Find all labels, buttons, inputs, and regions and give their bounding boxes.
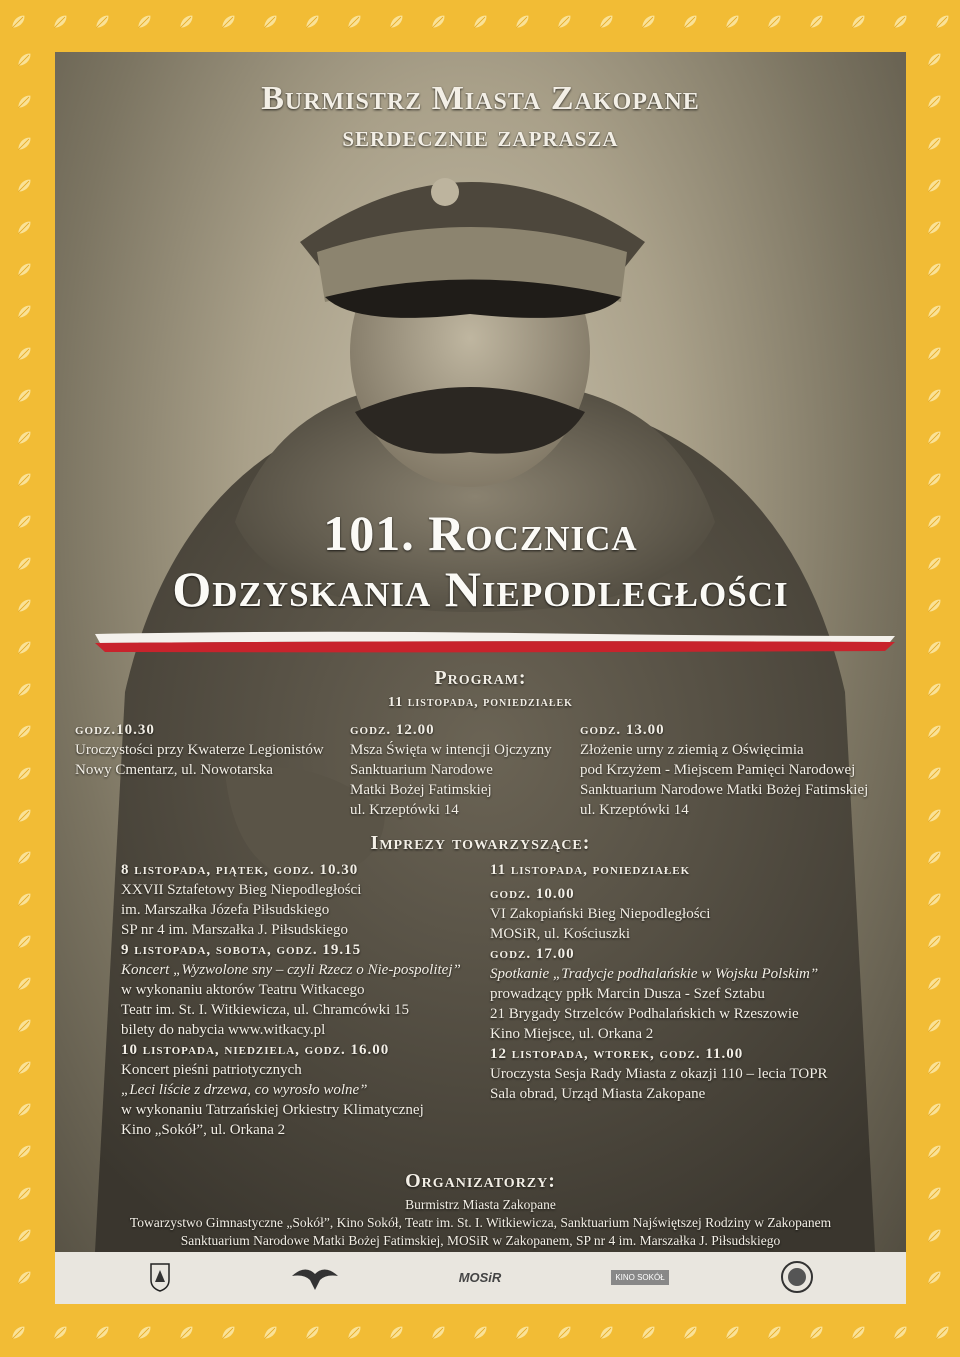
event-time: godz. 17.00: [490, 946, 575, 962]
leaf-ornament: [926, 933, 943, 950]
header-line-1: Burmistrz Miasta Zakopane: [261, 80, 700, 117]
side-events-right-column: [490, 860, 890, 1104]
leaf-ornament: [892, 13, 909, 30]
leaf-ornament: [934, 1324, 951, 1341]
leaf-ornament: [52, 13, 69, 30]
leaf-ornament: [10, 13, 27, 30]
kino-sokol-logo-text: KINO SOKÓŁ: [611, 1270, 668, 1285]
event-line: XXVII Sztafetowy Bieg Niepodległości: [121, 882, 362, 898]
leaf-ornament: [16, 1101, 33, 1118]
leaf-ornament: [16, 639, 33, 656]
event-line: prowadzący ppłk Marcin Dusza - Szef Sztabu: [490, 986, 765, 1002]
leaf-ornament: [808, 1324, 825, 1341]
leaf-ornament: [16, 849, 33, 866]
organizers-line-1: Burmistrz Miasta Zakopane: [405, 1197, 556, 1212]
leaf-ornament: [926, 555, 943, 572]
leaf-ornament: [766, 13, 783, 30]
leaf-ornament: [850, 13, 867, 30]
leaf-ornament: [16, 135, 33, 152]
leaf-ornament: [926, 1227, 943, 1244]
leaf-ornament: [220, 13, 237, 30]
leaf-ornament: [926, 765, 943, 782]
event-line: pod Krzyżem - Miejscem Pamięci Narodowej: [580, 762, 856, 778]
leaf-ornament: [926, 177, 943, 194]
leaf-ornament: [682, 1324, 699, 1341]
leaf-ornament: [808, 13, 825, 30]
leaf-ornament: [556, 13, 573, 30]
leaf-ornament: [926, 723, 943, 740]
leaf-ornament: [724, 13, 741, 30]
leaf-ornament: [926, 681, 943, 698]
event-line: Msza Święta w intencji Ojczyzny: [350, 742, 552, 758]
kino-sokol-logo: [610, 1260, 670, 1294]
leaf-ornament: [926, 513, 943, 530]
leaf-ornament: [16, 1059, 33, 1076]
leaf-ornament: [10, 1324, 27, 1341]
leaf-ornament: [926, 345, 943, 362]
event-line: „Leci liście z drzewa, co wyrosło wolne”: [121, 1082, 368, 1098]
organizers-line-3: Sanktuarium Narodowe Matki Bożej Fatimskiej, MOSiR w Zakopanem, SP nr 4 im. Marszałka J. Piłsudskiego: [180, 1233, 781, 1248]
leaf-ornament: [16, 261, 33, 278]
leaf-ornament: [16, 1269, 33, 1286]
leaf-ornament: [926, 1017, 943, 1034]
leaf-ornament: [926, 303, 943, 320]
zakopane-crest-logo: [145, 1260, 175, 1294]
event-line: Kino Miejsce, ul. Orkana 2: [490, 1026, 654, 1042]
leaf-ornament: [16, 1017, 33, 1034]
program-event-3: [580, 720, 900, 820]
event-line: Nowy Cmentarz, ul. Nowotarska: [75, 762, 273, 778]
event-time: godz. 13.00: [580, 722, 665, 738]
poster: [55, 52, 906, 1304]
leaf-ornament: [16, 765, 33, 782]
leaf-ornament: [16, 513, 33, 530]
event-line: MOSiR, ul. Kościuszki: [490, 926, 631, 942]
leaf-ornament: [16, 891, 33, 908]
event-date: 9 listopada, sobota, godz. 19.15: [121, 942, 362, 958]
leaf-ornament: [262, 1324, 279, 1341]
leaf-ornament: [16, 597, 33, 614]
event-date: 11 listopada, poniedziałek: [490, 862, 691, 878]
leaf-ornament: [136, 1324, 153, 1341]
event-line: ul. Krzeptówki 14: [580, 802, 689, 818]
leaf-ornament: [16, 807, 33, 824]
leaf-ornament: [304, 1324, 321, 1341]
leaf-ornament: [16, 429, 33, 446]
leaf-ornament: [926, 1101, 943, 1118]
leaf-ornament: [926, 1059, 943, 1076]
leaf-ornament: [850, 1324, 867, 1341]
leaf-ornament: [926, 135, 943, 152]
leaf-ornament: [16, 345, 33, 362]
program-event-2: [350, 720, 580, 820]
leaf-ornament: [16, 1143, 33, 1160]
event-time: godz. 12.00: [350, 722, 435, 738]
event-date: 8 listopada, piątek, godz. 10.30: [121, 862, 359, 878]
leaf-ornament: [926, 219, 943, 236]
sokol-eagle-logo: [285, 1260, 345, 1294]
leaf-ornament: [892, 1324, 909, 1341]
leaf-ornament: [16, 933, 33, 950]
organizers-heading: Organizatorzy:: [405, 1170, 556, 1192]
event-line: ul. Krzeptówki 14: [350, 802, 459, 818]
leaf-ornament: [926, 807, 943, 824]
event-line: 21 Brygady Strzelców Podhalańskich w Rzeszowie: [490, 1006, 799, 1022]
leaf-ornament: [346, 1324, 363, 1341]
leaf-ornament: [926, 93, 943, 110]
leaf-ornament: [926, 387, 943, 404]
event-line: im. Marszałka Józefa Piłsudskiego: [121, 902, 330, 918]
event-line: Sala obrad, Urząd Miasta Zakopane: [490, 1086, 706, 1102]
leaf-ornament: [926, 51, 943, 68]
leaf-ornament: [430, 1324, 447, 1341]
leaf-ornament: [472, 1324, 489, 1341]
witkacy-theatre-logo: [777, 1260, 817, 1294]
event-line: w wykonaniu Tatrzańskiej Orkiestry Klimatycznej: [121, 1102, 424, 1118]
leaf-ornament: [16, 387, 33, 404]
leaf-ornament: [388, 13, 405, 30]
leaf-ornament: [178, 13, 195, 30]
leaf-ornament: [16, 723, 33, 740]
program-event-1: [75, 720, 345, 780]
leaf-ornament: [514, 1324, 531, 1341]
event-time: godz. 10.00: [490, 886, 575, 902]
mosir-logo-text: MOSiR: [458, 1269, 502, 1285]
leaf-ornament: [598, 1324, 615, 1341]
event-line: Spotkanie „Tradycje podhalańskie w Wojsku Polskim”: [490, 966, 819, 982]
event-line: Teatr im. St. I. Witkiewicza, ul. Chramcówki 15: [121, 1002, 410, 1018]
polish-flag-brushstroke: [95, 630, 895, 654]
leaf-ornament: [934, 13, 951, 30]
event-line: Koncert „Wyzwolone sny – czyli Rzecz o Nie-pospolitej”: [121, 962, 461, 978]
event-line: w wykonaniu aktorów Teatru Witkacego: [121, 982, 365, 998]
leaf-ornament: [926, 1143, 943, 1160]
leaf-ornament: [16, 555, 33, 572]
event-line: Sanktuarium Narodowe Matki Bożej Fatimskiej: [580, 782, 869, 798]
leaf-ornament: [926, 597, 943, 614]
leaf-ornament: [926, 1269, 943, 1286]
title-line-1: 101. Rocznica: [323, 505, 638, 561]
event-line: Sanktuarium Narodowe: [350, 762, 493, 778]
leaf-ornament: [16, 177, 33, 194]
event-line: Uroczystości przy Kwaterze Legionistów: [75, 742, 324, 758]
leaf-ornament: [16, 1185, 33, 1202]
leaf-ornament: [16, 975, 33, 992]
leaf-ornament: [472, 13, 489, 30]
leaf-ornament: [16, 1227, 33, 1244]
header-line-2: serdecznie zaprasza: [342, 120, 619, 153]
leaf-ornament: [262, 13, 279, 30]
leaf-ornament: [598, 13, 615, 30]
leaf-ornament: [926, 1185, 943, 1202]
leaf-ornament: [926, 471, 943, 488]
leaf-ornament: [640, 1324, 657, 1341]
leaf-ornament: [16, 681, 33, 698]
leaf-ornament: [926, 639, 943, 656]
leaf-ornament: [178, 1324, 195, 1341]
side-events-heading: Imprezy towarzyszące:: [370, 832, 591, 854]
leaf-ornament: [926, 849, 943, 866]
mosir-logo: [450, 1260, 510, 1294]
event-line: Kino „Sokół”, ul. Orkana 2: [121, 1122, 286, 1138]
leaf-ornament: [52, 1324, 69, 1341]
leaf-ornament: [220, 1324, 237, 1341]
leaf-ornament: [926, 429, 943, 446]
leaf-ornament: [16, 303, 33, 320]
leaf-ornament: [16, 219, 33, 236]
event-date: 10 listopada, niedziela, godz. 16.00: [121, 1042, 390, 1058]
leaf-ornament: [388, 1324, 405, 1341]
leaf-ornament: [16, 51, 33, 68]
leaf-ornament: [136, 13, 153, 30]
leaf-ornament: [926, 975, 943, 992]
leaf-ornament: [926, 891, 943, 908]
program-date: 11 listopada, poniedziałek: [388, 695, 573, 710]
leaf-ornament: [682, 13, 699, 30]
event-line: VI Zakopiański Bieg Niepodległości: [490, 906, 711, 922]
leaf-ornament: [724, 1324, 741, 1341]
leaf-ornament: [514, 13, 531, 30]
event-line: Uroczysta Sesja Rady Miasta z okazji 110 – lecia TOPR: [490, 1066, 828, 1082]
event-line: Matki Bożej Fatimskiej: [350, 782, 492, 798]
leaf-ornament: [640, 13, 657, 30]
event-line: Złożenie urny z ziemią z Oświęcimia: [580, 742, 804, 758]
title-line-2: Odzyskania Niepodległości: [172, 561, 789, 617]
event-line: bilety do nabycia www.witkacy.pl: [121, 1022, 326, 1038]
event-time: godz.10.30: [75, 722, 155, 738]
leaf-ornament: [94, 13, 111, 30]
leaf-ornament: [346, 13, 363, 30]
event-date: 12 listopada, wtorek, godz. 11.00: [490, 1046, 744, 1062]
event-line: SP nr 4 im. Marszałka J. Piłsudskiego: [121, 922, 348, 938]
side-events-left-column: [121, 860, 491, 1140]
leaf-ornament: [430, 13, 447, 30]
program-heading: Program:: [434, 667, 527, 689]
organizers-line-2: Towarzystwo Gimnastyczne „Sokół”, Kino Sokół, Teatr im. St. I. Witkiewicza, Sanktuarium Najświętszej Rodziny w Zakopanem: [129, 1215, 832, 1230]
leaf-ornament: [16, 471, 33, 488]
leaf-ornament: [926, 261, 943, 278]
leaf-ornament: [16, 93, 33, 110]
leaf-ornament: [766, 1324, 783, 1341]
leaf-ornament: [556, 1324, 573, 1341]
leaf-ornament: [304, 13, 321, 30]
event-line: Koncert pieśni patriotycznych: [121, 1062, 302, 1078]
leaf-ornament: [94, 1324, 111, 1341]
